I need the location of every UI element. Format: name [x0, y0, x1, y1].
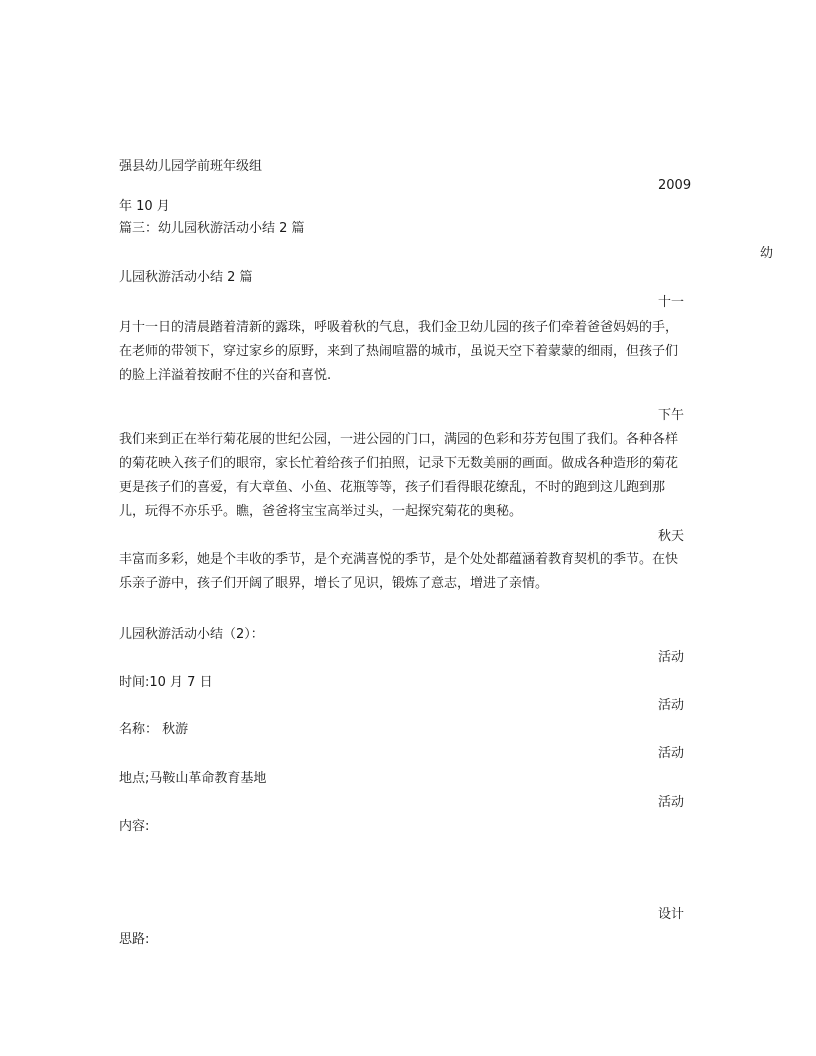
paragraph-2-lead: 下午: [658, 408, 685, 423]
month-line: 年 10 月: [119, 199, 170, 214]
field-name: 名称： 秋游: [119, 722, 189, 737]
field-time-lead: 活动: [658, 650, 685, 665]
field-location: 地点;马鞍山革命教育基地: [119, 771, 267, 786]
section-title: 篇三：幼儿园秋游活动小结 2 篇: [119, 221, 305, 236]
field-content: 内容:: [119, 819, 150, 834]
field-design-lead: 设计: [658, 907, 685, 922]
field-location-lead: 活动: [658, 746, 685, 761]
field-name-lead: 活动: [658, 698, 685, 713]
subtitle: 儿园秋游活动小结（2）：: [119, 627, 264, 642]
field-content-lead: 活动: [658, 795, 685, 810]
year-text: 2009: [658, 178, 692, 193]
title-start: 幼: [760, 246, 774, 261]
paragraph-3-lead: 秋天: [658, 529, 685, 544]
title-rest: 儿园秋游活动小结 2 篇: [119, 270, 253, 285]
field-design: 思路:: [119, 932, 150, 947]
paragraph-1: 月十一日的清晨踏着清新的露珠，呼吸着秋的气息，我们金卫幼儿园的孩子们牵着爸爸妈妈的手，在老师的带领下，穿过家乡的原野，来到了热闹喧嚣的城市，虽说天空下着蒙蒙的细雨，但孩子们的脸上洋溢着按耐不住的兴奋和喜悦.: [119, 320, 679, 383]
paragraph-2: 我们来到正在举行菊花展的世纪公园，一进公园的门口，满园的色彩和芬芳包围了我们。各种各样的菊花映入孩子们的眼帘，家长忙着给孩子们拍照，记录下无数美丽的画面。做成各种造形的菊花更是孩子们的喜爱，有大章鱼、小鱼、花瓶等等，孩子们看得眼花缭乱，不时的跑到这儿跑到那儿，玩得不亦乐乎。瞧，爸爸将宝宝高举过头，一起探究菊花的奥秘。: [119, 432, 679, 519]
field-time: 时间:10 月 7 日: [119, 675, 213, 690]
org-line: 强县幼儿园学前班年级组: [119, 159, 263, 174]
paragraph-1-lead: 十一: [658, 295, 685, 310]
paragraph-3: 丰富而多彩，她是个丰收的季节，是个充满喜悦的季节，是个处处都蕴涵着教育契机的季节。在快乐亲子游中，孩子们开阔了眼界，增长了见识，锻炼了意志，增进了亲情。: [119, 552, 679, 591]
